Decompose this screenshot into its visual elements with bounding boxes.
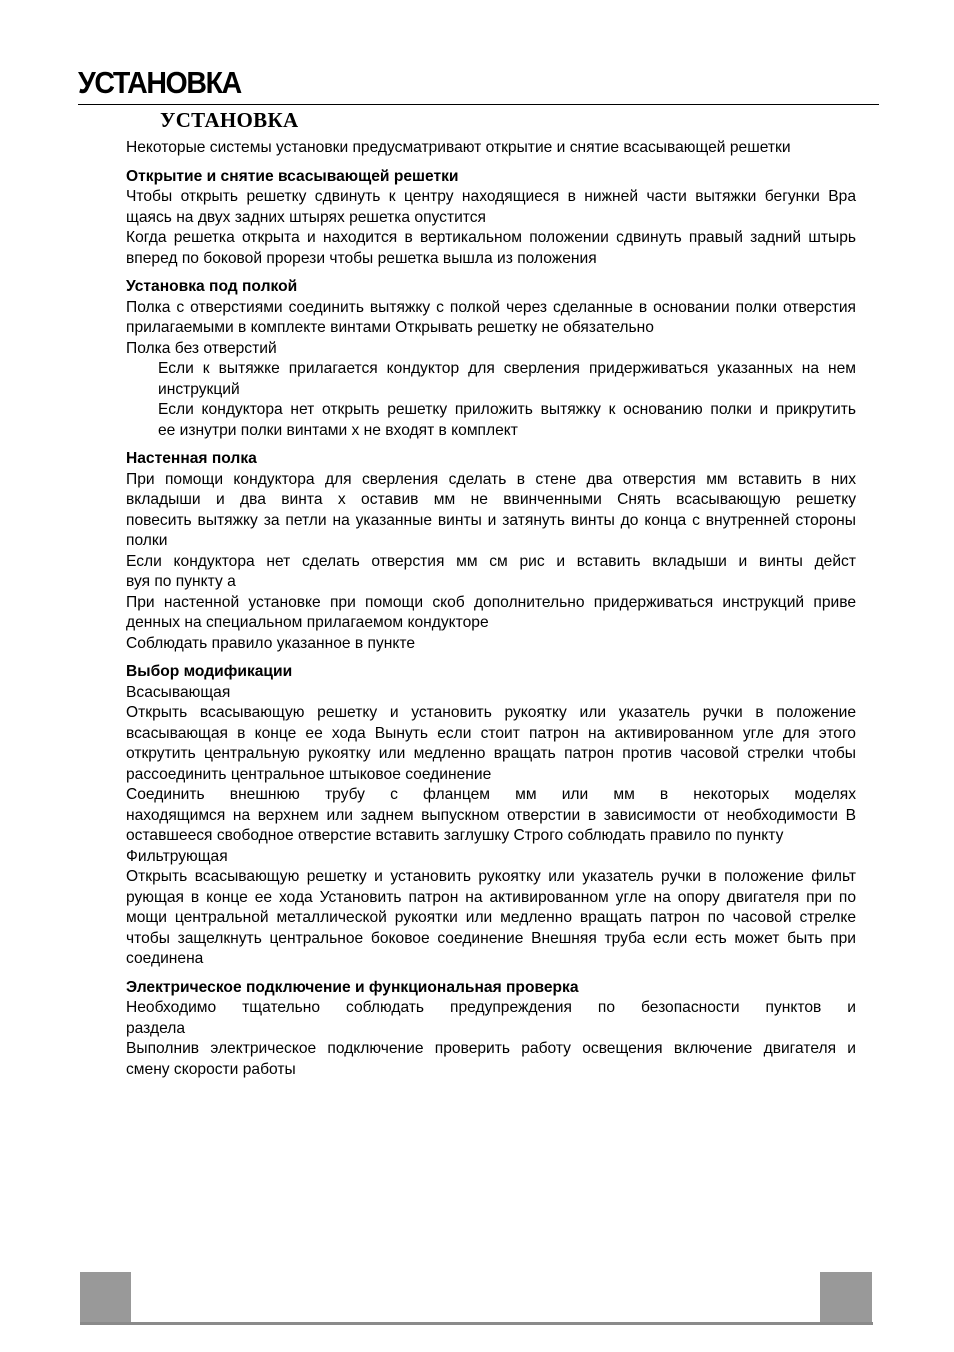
text-line: Чтобы открыть решетку сдвинуть к центру находящиеся в нижней части вытяжки бегунки Вра: [126, 188, 856, 205]
document-body: [126, 138, 856, 1080]
text-line: прилагаемыми в комплекте винтами Открывать решетку не обязательно: [126, 319, 654, 336]
footer-tab-left: [80, 1272, 131, 1324]
page-header: [78, 62, 879, 105]
text-line: Соединить внешнюю трубу с фланцем мм или мм в некоторых моделях: [126, 786, 856, 803]
text-line: Если к вытяжке прилагается кондуктор для сверления придерживаться указанных на нем: [158, 360, 856, 377]
text-line: вперед по боковой прорези чтобы решетка вышла из положения: [126, 249, 597, 267]
text-line: Полка без отверстий: [126, 339, 277, 357]
text-line: Соблюдать правило указанное в пункте: [126, 634, 415, 652]
shelf-heading: Установка под полкой: [126, 278, 298, 295]
text-line: Открыть всасывающую решетку и установить рукоятку или указатель ручки в положение: [126, 704, 856, 721]
text-line: полки: [126, 532, 168, 549]
text-line: смену скорости работы: [126, 1060, 296, 1078]
section-title: УСТАНОВКА: [160, 108, 299, 132]
text-line: повесить вытяжку за петли на указанные винты и затянуть винты до конца с внутренней стороны: [126, 511, 856, 529]
text-line: При помощи кондуктора для сверления сделать в стене два отверстия мм вставить в них: [126, 470, 856, 488]
mode-heading: Выбор модификации: [126, 663, 293, 680]
text-line: денных на специальном прилагаемом кондукторе: [126, 614, 489, 631]
text-line: Полка с отверстиями соединить вытяжку с полкой через сделанные в основании полки отверстия: [126, 298, 856, 316]
text-line: Если кондуктора нет сделать отверстия мм см рис и вставить вкладыши и винты дейст: [126, 552, 856, 570]
text-line: Когда решетка открыта и находится в вертикальном положении сдвинуть правый задний штырь: [126, 229, 856, 246]
page-title: УСТАНОВКА: [78, 65, 241, 100]
text-line: рассоединить центральное штыковое соединение: [126, 765, 492, 783]
intro-text: Некоторые системы установки предусматривают открытие и снятие всасывающей решетки: [126, 139, 791, 156]
text-line: чтобы защелкнуть центральное боковое соединение Внешняя труба если есть может быть при: [126, 929, 856, 947]
text-line: Фильтрующая: [126, 847, 228, 865]
text-line: находящимся на верхнем или заднем выпускном отверстии в зависимости от необходимости В: [126, 806, 856, 824]
footer-bar: [80, 1322, 873, 1325]
text-line: соединена: [126, 950, 204, 967]
electric-heading: Электрическое подключение и функциональная проверка: [126, 978, 579, 996]
footer-tab-right: [820, 1272, 872, 1324]
text-line: щаясь на двух задних штырях решетка опустится: [126, 208, 487, 226]
text-line: Необходимо тщательно соблюдать предупреждения по безопасности пунктов и: [126, 999, 856, 1016]
text-line: инструкций: [158, 380, 240, 398]
text-line: Если кондуктора нет открыть решетку приложить вытяжку к основанию полки и прикрутить: [158, 401, 856, 418]
text-line: Открыть всасывающую решетку и установить рукоятку или указатель ручки в положение фильт: [126, 868, 856, 885]
text-line: раздела: [126, 1019, 186, 1037]
text-line: вкладыши и два винта x оставив мм не ввинченными Снять всасывающую решетку: [126, 491, 856, 508]
wall-heading: Настенная полка: [126, 450, 257, 467]
text-line: оставшееся свободное отверстие вставить заглушку Строго соблюдать правило по пункту: [126, 827, 784, 844]
text-line: всасывающая в конце ее хода Вынуть если стоит патрон на активированном угле для этого: [126, 724, 856, 742]
text-line: открутить центральную рукоятку или медленно вращать патрон против часовой стрелки чтобы: [126, 745, 856, 762]
text-line: При настенной установке при помощи скоб дополнительно придерживаться инструкций приве: [126, 593, 856, 611]
grille-heading: Открытие и снятие всасывающей решетки: [126, 167, 459, 185]
text-line: Всасывающая: [126, 683, 231, 701]
text-line: вуя по пункту а: [126, 573, 236, 590]
text-line: Выполнив электрическое подключение проверить работу освещения включение двигателя и: [126, 1040, 856, 1057]
text-line: рующая в конце ее хода Установить патрон на активированном угле на опору двигателя при по: [126, 888, 856, 906]
text-line: мощи центральной металлической рукоятки или медленно вращать патрон по часовой стрелке: [126, 909, 856, 926]
text-line: ее изнутри полки винтами x не входят в комплект: [158, 421, 518, 439]
